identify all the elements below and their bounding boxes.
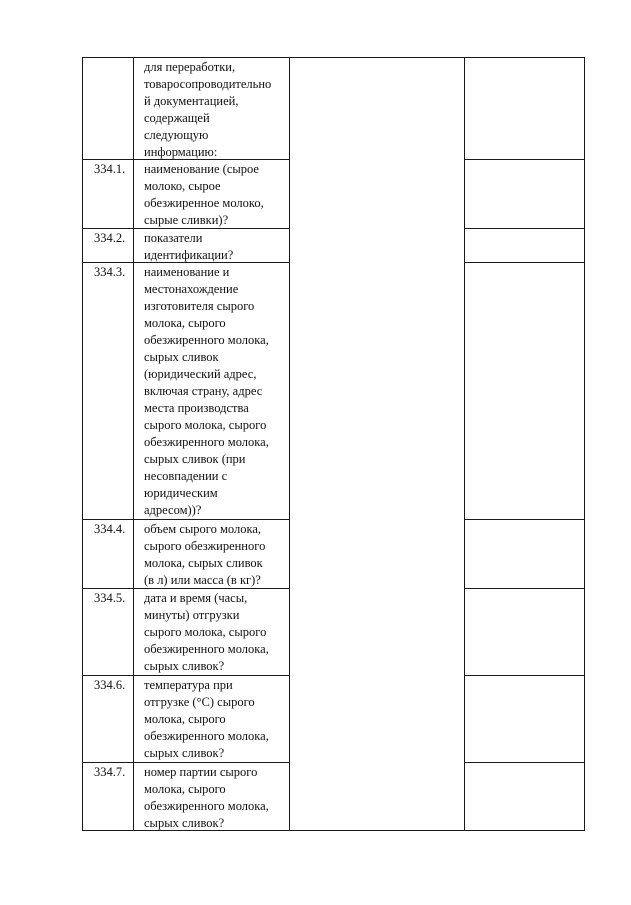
table-cell-number: 334.4. (94, 522, 126, 536)
table-cell-text: наименование и местонахождение изготовителя сырого молока, сырого обезжиренного молока, сырых сливок (юридический адрес, включая страну, адрес места производства сырого молока, сырого обезжиренного молока, сырых сливок (при несовпадении с юридическим адресом))? (144, 265, 269, 517)
table-row-divider (464, 519, 585, 520)
table-cell-number: 334.5. (94, 591, 126, 605)
table-row-divider (464, 262, 585, 263)
table-row-divider (464, 675, 585, 676)
table-border-right (584, 57, 585, 831)
table-row-divider (82, 519, 289, 520)
table-cell-text: объем сырого молока, сырого обезжиренного молока, сырых сливок (в л) или масса (в кг)? (144, 522, 266, 587)
table-cell-text: температура при отгрузке (°С) сырого молока, сырого обезжиренного молока, сырых сливок? (144, 678, 269, 760)
table-cell-text: номер партии сырого молока, сырого обезжиренного молока, сырых сливок? (144, 765, 269, 830)
table-row-divider (464, 228, 585, 229)
table-cell-number: 334.1. (94, 162, 126, 176)
table-cell-text: наименование (сырое молоко, сырое обезжиренное молоко, сырые сливки)? (144, 162, 264, 227)
table-cell-number: 334.7. (94, 765, 126, 779)
table-row-divider (82, 675, 289, 676)
table-border-left (82, 57, 83, 831)
table-row-divider (82, 762, 289, 763)
table-cell-number: 334.6. (94, 678, 126, 692)
table-border-col1 (133, 57, 134, 831)
table-border-top (82, 57, 585, 58)
table-cell-text: для переработки, товаросопроводительно й документацией, содержащей следующую информацию: (144, 60, 272, 159)
table-cell-text: показатели идентификации? (144, 231, 234, 262)
table-row-divider (464, 159, 585, 160)
table-row-divider (464, 762, 585, 763)
table-border-col3 (464, 57, 465, 831)
table-row-divider (464, 588, 585, 589)
table-cell-number: 334.2. (94, 231, 126, 245)
table-cell-text: дата и время (часы, минуты) отгрузки сырого молока, сырого обезжиренного молока, сырых сливок? (144, 591, 269, 673)
table-cell-number: 334.3. (94, 265, 126, 279)
